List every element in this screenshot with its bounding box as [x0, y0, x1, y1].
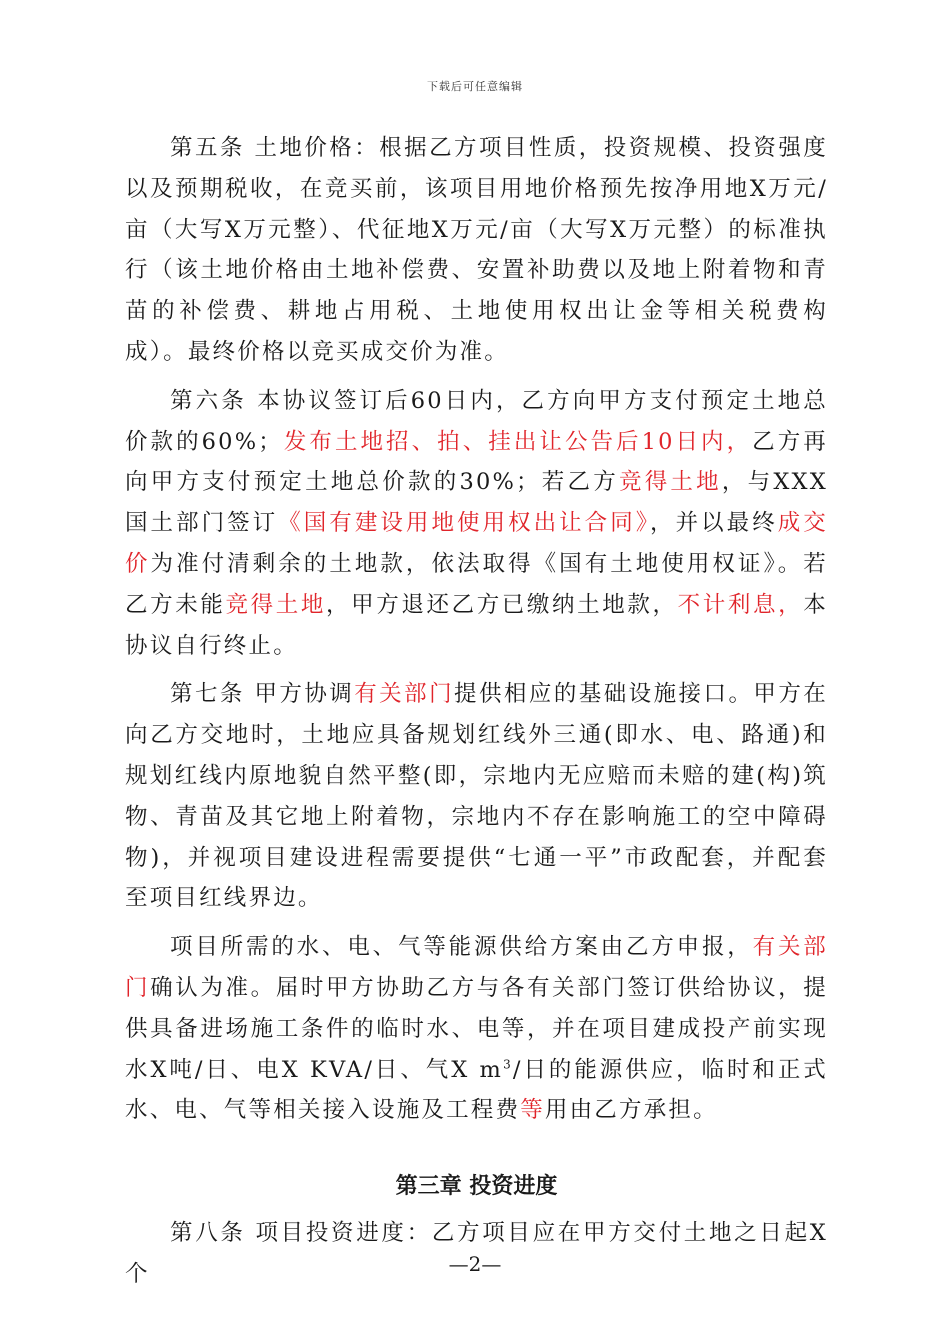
text-segment: 提供相应的基础设施接口。甲方在向乙方交地时，土地应具备规划红线外三通(即水、电、路通)和规划红线内原地貌自然平整(即，宗地内无应赔而未赔的建(构)筑物、青苗及其它地上附着物，宗地内不存在影响施工的空中障碍物)，并视项目建设进程需要提供“七通一平”市政配套，并配套至项目红线界边。 [125, 681, 828, 912]
text-segment: ，甲方退还乙方已缴纳土地款， [325, 591, 678, 618]
text-segment: 第五条 土地价格：根据乙方项目性质，投资规模、投资强度以及预期税收，在竞买前，该项目用地价格预先按净用地X万元/亩（大写X万元整）、代征地X万元/亩（大写X万元整）的标准执行（该土地价格由土地补偿费、安置补助费以及地上附着物和青苗的补偿费、耕地占用税、土地使用权出让金等相关税费构成）。最终价格以竞买成交价为准。 [125, 135, 828, 365]
highlighted-text: 有关部门 [354, 681, 455, 708]
text-segment: 项目所需的水、电、气等能源供给方案由乙方申报， [170, 934, 753, 961]
text-segment: 第六条 本协议签订后60日内，乙方向甲方支付预定土地总价款的60%； [125, 387, 828, 455]
article-eight-paragraph: 第八条 项目投资进度：乙方项目应在甲方交付土地之日起X个 [125, 1220, 828, 1287]
text-segment: 乙方再向甲方支付预定土地总价款的30%；若乙方 [125, 428, 828, 496]
document-body [125, 128, 828, 1303]
text-segment: ，与XXX国土部门签订 [125, 469, 828, 537]
energy-supply-paragraph [125, 927, 828, 1131]
text-segment: 3 [503, 1057, 513, 1072]
article-seven-paragraph [125, 674, 828, 919]
article-six-paragraph [125, 381, 828, 667]
text-segment: 本协议自行终止。 [125, 591, 828, 659]
highlighted-text: 竞得土地 [225, 591, 326, 618]
text-segment: /日的能源供应，临时和正式水、电、气等相关接入设施及工程费 [125, 1056, 828, 1124]
page-number: —2— [448, 1252, 502, 1276]
text-segment: 用由乙方承担。 [544, 1097, 718, 1124]
text-segment: ，并以最终 [650, 510, 778, 537]
chapter-title: 第三章 投资进度 [395, 1174, 558, 1200]
highlighted-text: 有关部门 [125, 934, 828, 1001]
highlighted-text: 发布土地招、拍、挂出让公告后10日内， [282, 428, 753, 455]
text-segment: 为准付清剩余的土地款，依法取得《国有土地使用权证》。若乙方未能 [125, 550, 829, 618]
article-five-paragraph [125, 128, 828, 373]
highlighted-text: 不计利息， [677, 591, 804, 618]
highlighted-text: 《国有建设用地使用权出让合同》 [278, 510, 651, 537]
highlighted-text: 竞得土地 [618, 469, 722, 496]
article-paragraphs [125, 128, 828, 1131]
page-header: 下载后可任意编辑 [427, 80, 523, 93]
highlighted-text: 等 [520, 1097, 545, 1124]
text-segment: 第七条 甲方协调 [170, 681, 355, 708]
highlighted-text: 成交价 [125, 510, 828, 577]
text-segment: 确认为准。届时甲方协助乙方与各有关部门签订供给协议，提供具备进场施工条件的临时水、电等，并在项目建成投产前实现水X吨/日、电X KVA/日、气X m [125, 974, 828, 1083]
